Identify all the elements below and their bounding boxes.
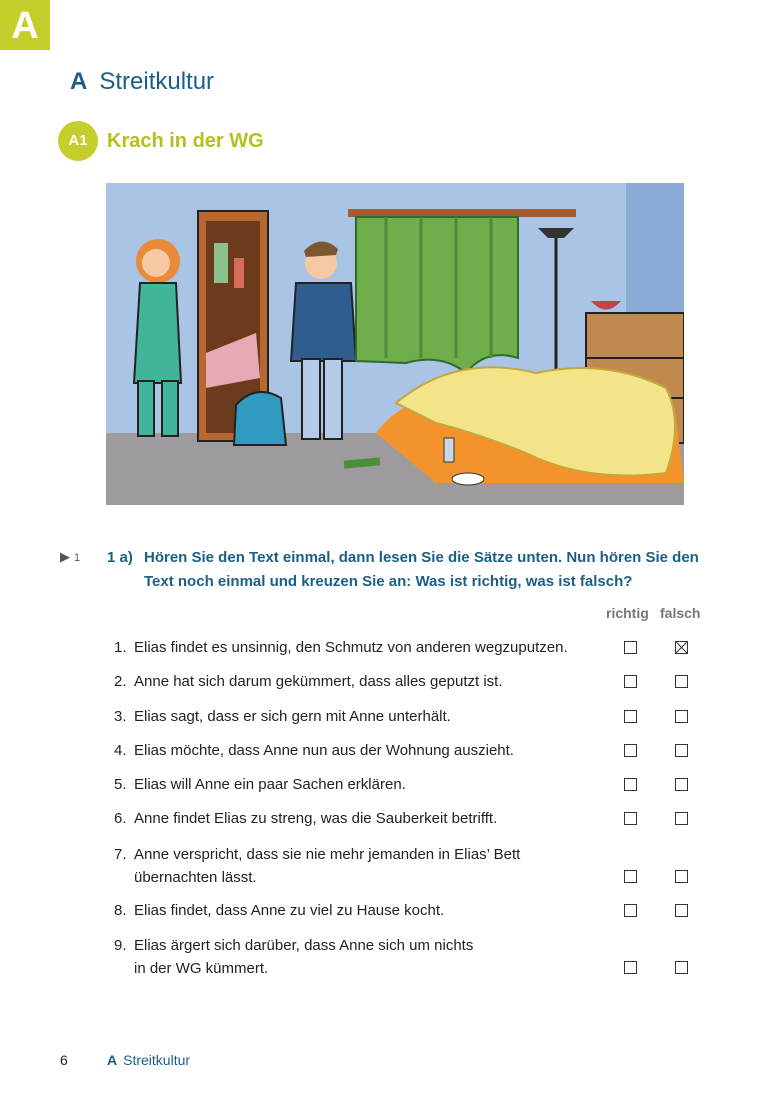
richtig-checkbox[interactable] — [624, 904, 637, 917]
statement-text — [134, 843, 520, 889]
statement-item — [114, 934, 473, 980]
footer-letter: A — [107, 1052, 118, 1068]
statement-item — [114, 705, 451, 728]
statement-item — [114, 739, 514, 762]
footer-chapter — [107, 1052, 190, 1068]
statement-number: 5. — [114, 776, 127, 793]
audio-track-number: 1 — [74, 552, 81, 564]
statement-line: Anne verspricht, dass sie nie mehr jemanden in Elias’ Bett — [134, 846, 521, 863]
falsch-checkbox[interactable] — [675, 870, 688, 883]
falsch-checkbox[interactable] — [675, 778, 688, 791]
falsch-checkbox[interactable] — [675, 812, 688, 825]
statement-text — [134, 773, 406, 796]
richtig-checkbox[interactable] — [624, 744, 637, 757]
section-badge: A1 — [58, 121, 98, 161]
statement-number: 8. — [114, 902, 127, 919]
statement-line: Elias sagt, dass er sich gern mit Anne unterhält. — [134, 708, 451, 725]
statement-number: 3. — [114, 708, 127, 725]
statement-line: übernachten lässt. — [134, 869, 257, 886]
column-richtig: richtig — [606, 605, 649, 621]
richtig-checkbox[interactable] — [624, 812, 637, 825]
richtig-checkbox[interactable] — [624, 641, 637, 654]
statement-line: Anne findet Elias zu streng, was die Sauberkeit betrifft. — [134, 810, 498, 827]
statement-line: Anne hat sich darum gekümmert, dass alles geputzt ist. — [134, 673, 503, 690]
richtig-checkbox[interactable] — [624, 675, 637, 688]
richtig-checkbox[interactable] — [624, 870, 637, 883]
falsch-checkbox[interactable] — [675, 744, 688, 757]
falsch-checkbox[interactable] — [675, 904, 688, 917]
statement-line: Elias findet, dass Anne zu viel zu Hause kocht. — [134, 902, 445, 919]
statement-text — [134, 705, 451, 728]
statement-line: in der WG kümmert. — [134, 960, 269, 977]
statement-line: Elias findet es unsinnig, den Schmutz von anderen wegzuputzen. — [134, 639, 568, 656]
task-label: 1 a) — [107, 549, 133, 566]
statement-number: 9. — [114, 937, 127, 954]
statement-text — [134, 636, 568, 659]
statement-text — [134, 807, 497, 830]
statement-line: Elias will Anne ein paar Sachen erklären. — [134, 776, 406, 793]
wg-mess-illustration — [106, 183, 684, 505]
statement-text — [134, 739, 514, 762]
statement-item — [114, 636, 568, 659]
statement-line: Elias möchte, dass Anne nun aus der Wohnung auszieht. — [134, 742, 514, 759]
statement-number: 2. — [114, 673, 127, 690]
statement-text — [134, 899, 444, 922]
statement-line: Elias ärgert sich darüber, dass Anne sich um nichts — [134, 937, 474, 954]
chapter-letter: A — [70, 68, 88, 95]
statement-number: 1. — [114, 639, 127, 656]
richtig-checkbox[interactable] — [624, 961, 637, 974]
chapter-heading — [70, 68, 214, 96]
task-text: Hören Sie den Text einmal, dann lesen Sie die Sätze unten. Nun hören Sie den Text noch einmal und kreuzen Sie an: Was ist richtig, was ist falsch? — [144, 549, 699, 590]
falsch-checkbox[interactable] — [675, 641, 688, 654]
chapter-tab: A — [0, 0, 50, 50]
statement-number: 6. — [114, 810, 127, 827]
falsch-checkbox[interactable] — [675, 675, 688, 688]
task-instruction — [107, 546, 707, 594]
column-falsch: falsch — [660, 605, 701, 621]
footer-title: Streitkultur — [123, 1052, 191, 1068]
statement-item — [114, 670, 503, 693]
statement-number: 7. — [114, 846, 127, 863]
section-title: Krach in der WG — [107, 130, 264, 152]
statement-number: 4. — [114, 742, 127, 759]
richtig-checkbox[interactable] — [624, 778, 637, 791]
statement-item — [114, 773, 406, 796]
statement-item — [114, 899, 444, 922]
chapter-title: Streitkultur — [99, 68, 215, 95]
statement-text — [134, 934, 473, 980]
play-icon[interactable]: ▶ — [60, 549, 70, 564]
audio-track[interactable] — [60, 549, 80, 565]
page-number: 6 — [60, 1052, 68, 1068]
falsch-checkbox[interactable] — [675, 961, 688, 974]
richtig-checkbox[interactable] — [624, 710, 637, 723]
statement-item — [114, 807, 497, 830]
statement-text — [134, 670, 503, 693]
falsch-checkbox[interactable] — [675, 710, 688, 723]
statement-item — [114, 843, 520, 889]
